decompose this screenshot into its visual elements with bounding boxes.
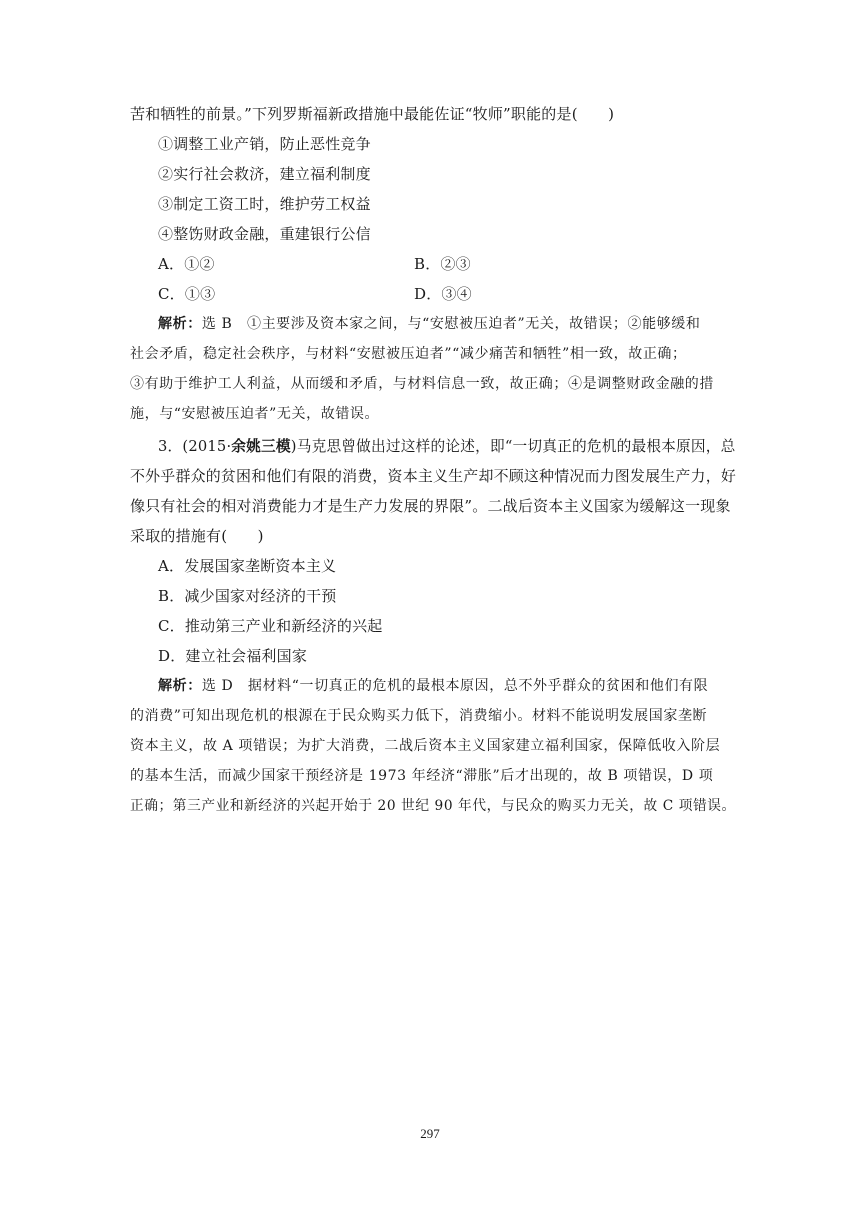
q3-analysis-line-3: 资本主义，故 A 项错误；为扩大消费，二战后资本主义国家建立福利国家，保障低收入阶层 (130, 738, 721, 754)
q2-option-b: B．②③ (414, 255, 471, 273)
q2-analysis-line-2: 社会矛盾，稳定社会秩序，与材料“安慰被压迫者”“减少痛苦和牺牲”相一致，故正确； (130, 346, 687, 362)
q3-option-c: C．推动第三产业和新经济的兴起 (158, 617, 383, 635)
q3-number: 3． (158, 437, 183, 455)
q2-analysis-line-3: ③有助于维护工人利益，从而缓和矛盾，与材料信息一致，故正确；④是调整财政金融的措 (130, 376, 714, 392)
q2-analysis-label: 解析： (158, 316, 202, 332)
q3-analysis-line-2: 的消费”可知出现危机的根源在于民众购买力低下，消费缩小。材料不能说明发展国家垄断 (130, 708, 708, 724)
q2-analysis-answer: 选 B (201, 316, 233, 332)
q3-option-a: A．发展国家垄断资本主义 (158, 557, 337, 575)
page-number: 297 (420, 1126, 440, 1141)
q3-stem-line-2: 不外乎群众的贫困和他们有限的消费，资本主义生产却不顾这种情况而力图发展生产力，好 (130, 467, 737, 485)
q3-analysis-line-4: 的基本生活，而减少国家干预经济是 1973 年经济“滞胀”后才出现的，故 B 项错误，D 项 (130, 768, 714, 784)
q2-item-4: ④整饬财政金融，重建银行公信 (158, 225, 371, 243)
q3-analysis-text-1: 据材料“一切真正的危机的最根本原因，总不外乎群众的贫困和他们有限 (247, 678, 709, 694)
q3-source-close: ) (290, 437, 297, 455)
q3-source-open: (2015· (182, 437, 232, 455)
q3-analysis-line-1 (158, 676, 708, 696)
q3-source: 余姚三模 (231, 437, 291, 455)
q2-option-a: A．①② (158, 255, 215, 273)
q3-option-d: D．建立社会福利国家 (158, 647, 308, 665)
q3-stem-line-3: 像只有社会的相对消费能力才是生产力发展的界限”。二战后资本主义国家为缓解这一现象 (130, 497, 731, 515)
q3-analysis-line-5: 正确；第三产业和新经济的兴起开始于 20 世纪 90 年代，与民众的购买力无关，故 C 项错误。 (130, 798, 736, 814)
q2-option-c: C．①③ (158, 285, 216, 303)
q2-item-3: ③制定工资工时，维护劳工权益 (158, 195, 371, 213)
q3-stem-text-1: 马克思曾做出过这样的论述，即“一切真正的危机的最根本原因，总 (296, 437, 736, 455)
q2-option-d: D．③④ (414, 285, 472, 303)
q2-item-2: ②实行社会救济，建立福利制度 (158, 165, 371, 183)
q2-stem-tail: 苦和牺牲的前景。”下列罗斯福新政措施中最能佐证“牧师”职能的是( ) (130, 105, 615, 123)
q3-analysis-answer: 选 D (201, 678, 234, 694)
q2-analysis-line-1 (158, 314, 700, 334)
q3-option-b: B．减少国家对经济的干预 (158, 587, 337, 605)
q2-analysis-text-1: ①主要涉及资本家之间，与“安慰被压迫者”无关，故错误；②能够缓和 (246, 316, 701, 332)
q2-item-1: ①调整工业产销，防止恶性竞争 (158, 135, 371, 153)
q3-stem-line-4: 采取的措施有( ) (130, 527, 264, 545)
q3-stem-line-1 (158, 436, 736, 456)
q2-analysis-line-4: 施，与“安慰被压迫者”无关，故错误。 (130, 406, 380, 422)
q3-analysis-label: 解析： (158, 678, 202, 694)
